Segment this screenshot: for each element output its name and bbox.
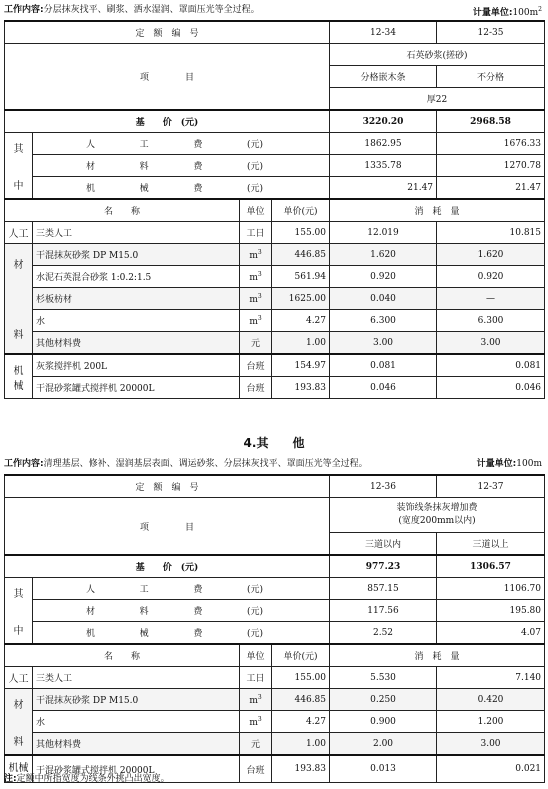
- resource-price: 193.83: [272, 377, 330, 399]
- consumption-value: 7.140: [437, 667, 545, 689]
- labor-side-label: 人工: [5, 222, 33, 244]
- fees-side-label: [5, 133, 33, 200]
- side-char: 材: [13, 699, 24, 711]
- consumption-value: 0.046: [437, 377, 545, 399]
- fee-unit: (元): [246, 607, 263, 617]
- unit-text: m: [249, 717, 258, 728]
- labor-row: [5, 222, 545, 244]
- consumption-value: 0.900: [330, 711, 437, 733]
- work-content-text: 清理基层、修补、湿润基层表面、调运砂浆、分层抹灰找平、罩面压光等全过程。: [43, 459, 368, 469]
- fee-name-char: 机: [86, 184, 96, 194]
- fee-unit: (元): [246, 629, 263, 639]
- consumption-value: 0.081: [330, 354, 437, 377]
- resource-name: 三类人工: [33, 667, 240, 689]
- fee-item: [33, 155, 330, 177]
- fee-name-char: 人: [86, 140, 96, 150]
- section-title: 4.其 他: [243, 436, 305, 450]
- column-header-row: [5, 644, 545, 667]
- fee-value: 195.80: [437, 600, 545, 622]
- sub-header: 分格嵌木条: [330, 66, 437, 88]
- base-price-value: 977.23: [330, 555, 437, 578]
- work-content-label: 工作内容:: [4, 459, 44, 469]
- consumption-value: 0.046: [330, 377, 437, 399]
- fee-name-char: 工: [139, 140, 149, 150]
- fee-name-char: 械: [139, 184, 149, 194]
- material-row: [5, 332, 545, 355]
- unit-sup: 3: [257, 248, 262, 256]
- base-price-value: 2968.58: [437, 110, 545, 133]
- unit-text: m: [249, 695, 258, 706]
- fee-value: 4.07: [437, 622, 545, 645]
- unit-text: m: [249, 316, 258, 327]
- material-row: [5, 310, 545, 332]
- col-price-header: 单价(元): [272, 199, 330, 222]
- work-content-label: 工作内容:: [4, 5, 44, 15]
- base-price-value: 1306.57: [437, 555, 545, 578]
- fee-value: 21.47: [330, 177, 437, 200]
- consumption-value: 5.530: [330, 667, 437, 689]
- fee-unit: (元): [246, 585, 263, 595]
- col-name-header: 名 称: [5, 644, 240, 667]
- machine-row: [5, 377, 545, 399]
- unit-value: 100m: [512, 8, 539, 18]
- sub-header: 三道以内: [330, 533, 437, 556]
- consumption-value: 1.200: [437, 711, 545, 733]
- consumption-value: 0.081: [437, 354, 545, 377]
- resource-unit: 工日: [240, 222, 272, 244]
- quota-code: 12-34: [330, 21, 437, 44]
- quota-number-label: 定 额 编 号: [5, 475, 330, 498]
- consumption-value: 0.040: [330, 288, 437, 310]
- fee-row: [5, 177, 545, 200]
- quota-code: 12-35: [437, 21, 545, 44]
- material-row: [5, 266, 545, 288]
- side-char: 中: [13, 180, 24, 192]
- col-consumption-header: 消 耗 量: [330, 644, 545, 667]
- group-header-row: [5, 498, 545, 533]
- resource-name: 其他材料费: [33, 332, 240, 355]
- fee-name-char: 费: [193, 629, 203, 639]
- fee-name-char: 工: [139, 585, 149, 595]
- note-text: 定额中所指宽度为线条外挑凸出宽度。: [16, 774, 170, 784]
- fee-unit: (元): [246, 184, 263, 194]
- labor-side-label: 人工: [5, 667, 33, 689]
- resource-unit: [240, 266, 272, 288]
- base-price-row: [5, 110, 545, 133]
- material-row: [5, 244, 545, 266]
- quota-number-row: [5, 475, 545, 498]
- resource-unit: [240, 733, 272, 756]
- consumption-value: 0.920: [437, 266, 545, 288]
- material-side-label: [5, 244, 33, 355]
- fee-row: [5, 578, 545, 600]
- group-header-line: 装饰线条抹灰增加费: [396, 503, 478, 513]
- consumption-value: 6.300: [437, 310, 545, 332]
- resource-name: 其他材料费: [33, 733, 240, 756]
- work-content-header-2: [4, 456, 544, 472]
- group-header: 石英砂浆(搓砂): [330, 44, 545, 66]
- col-unit-header: 单位: [240, 644, 272, 667]
- consumption-value: 1.620: [437, 244, 545, 266]
- base-price-label: 基 价 (元): [5, 110, 330, 133]
- fee-name-char: 械: [139, 629, 149, 639]
- unit-label: 计量单位:: [476, 459, 517, 469]
- unit-info: [477, 456, 542, 472]
- footnote: [4, 771, 170, 784]
- resource-name: 杉板枋材: [33, 288, 240, 310]
- labor-row: [5, 667, 545, 689]
- fee-item: [33, 133, 330, 155]
- resource-price: 1.00: [272, 733, 330, 756]
- fee-name-char: 机: [86, 629, 96, 639]
- resource-unit: 台班: [240, 377, 272, 399]
- fee-name-char: 料: [139, 162, 149, 172]
- col-name-header: 名 称: [5, 199, 240, 222]
- fee-name-char: 材: [86, 607, 96, 617]
- unit-sup: 3: [257, 715, 262, 723]
- fee-row: [5, 155, 545, 177]
- unit-sup: 2: [538, 6, 542, 13]
- fee-name-char: 料: [139, 607, 149, 617]
- group-header: [330, 498, 545, 533]
- resource-unit: [240, 288, 272, 310]
- consumption-value: 10.815: [437, 222, 545, 244]
- unit-info: [473, 2, 542, 21]
- quota-code: 12-37: [437, 475, 545, 498]
- machine-row: [5, 354, 545, 377]
- resource-price: 155.00: [272, 222, 330, 244]
- unit-text: m: [249, 294, 258, 305]
- consumption-value: 2.00: [330, 733, 437, 756]
- machine-side-label: [5, 354, 33, 399]
- resource-unit: 台班: [240, 354, 272, 377]
- resource-name: 干混砂浆罐式搅拌机 20000L: [33, 755, 240, 783]
- consumption-value: 0.420: [437, 689, 545, 711]
- consumption-value: 0.920: [330, 266, 437, 288]
- fee-unit: (元): [246, 140, 263, 150]
- resource-price: 1.00: [272, 332, 330, 355]
- consumption-value: 3.00: [437, 332, 545, 355]
- fee-value: 117.56: [330, 600, 437, 622]
- side-char: 其: [13, 143, 24, 155]
- thickness: 厚22: [330, 88, 545, 111]
- resource-price: 446.85: [272, 689, 330, 711]
- sub-header: 不分格: [437, 66, 545, 88]
- fee-item: [33, 177, 330, 200]
- quota-table-1: [4, 20, 545, 399]
- resource-name: 干混抹灰砂浆 DP M15.0: [33, 244, 240, 266]
- unit-sup: 3: [257, 292, 262, 300]
- side-char: 机: [13, 365, 24, 377]
- side-char: 械: [13, 380, 24, 392]
- consumption-value: 1.620: [330, 244, 437, 266]
- unit-text: 元: [250, 740, 260, 750]
- resource-name: 水泥石英混合砂浆 1:0.2:1.5: [33, 266, 240, 288]
- unit-sup: 3: [257, 270, 262, 278]
- fee-name-char: 费: [193, 585, 203, 595]
- unit-value: 100m: [516, 459, 542, 469]
- side-char: 材: [13, 260, 24, 271]
- col-consumption-header: 消 耗 量: [330, 199, 545, 222]
- resource-name: 水: [33, 310, 240, 332]
- resource-name: 干混抹灰砂浆 DP M15.0: [33, 689, 240, 711]
- resource-price: 193.83: [272, 755, 330, 783]
- fee-unit: (元): [246, 162, 263, 172]
- resource-unit: [240, 711, 272, 733]
- consumption-value: —: [437, 288, 545, 310]
- unit-text: m: [249, 250, 258, 261]
- consumption-value: 12.019: [330, 222, 437, 244]
- consumption-value: 3.00: [330, 332, 437, 355]
- unit-text: m: [249, 272, 258, 283]
- sub-header: 三道以上: [437, 533, 545, 556]
- fee-row: [5, 133, 545, 155]
- fee-name-char: 材: [86, 162, 96, 172]
- resource-unit: 工日: [240, 667, 272, 689]
- quota-number-label: 定 额 编 号: [5, 21, 330, 44]
- side-char: 料: [13, 736, 24, 748]
- fee-value: 2.52: [330, 622, 437, 645]
- quota-code: 12-36: [330, 475, 437, 498]
- resource-price: 4.27: [272, 310, 330, 332]
- resource-name: 干混砂浆罐式搅拌机 20000L: [33, 377, 240, 399]
- unit-sup: 3: [257, 693, 262, 701]
- side-char: 中: [13, 625, 24, 637]
- work-content-text: 分层抹灰找平、刷浆、洒水湿润、罩面压光等全过程。: [43, 5, 260, 15]
- resource-unit: [240, 310, 272, 332]
- fee-name-char: 费: [193, 607, 203, 617]
- base-price-label: 基 价 (元): [5, 555, 330, 578]
- fee-value: 1335.78: [330, 155, 437, 177]
- material-row: [5, 288, 545, 310]
- resource-price: 561.94: [272, 266, 330, 288]
- fee-value: 1676.33: [437, 133, 545, 155]
- unit-text: 元: [250, 339, 260, 349]
- fee-row: [5, 600, 545, 622]
- unit-sup: 3: [257, 314, 262, 322]
- resource-name: 水: [33, 711, 240, 733]
- material-row: [5, 733, 545, 756]
- machine-side-label: 机械: [5, 755, 33, 783]
- fee-value: 1862.95: [330, 133, 437, 155]
- side-char: 其: [13, 588, 24, 600]
- fee-name-char: 费: [193, 140, 203, 150]
- item-label: 项 目: [5, 44, 330, 111]
- material-side-label: [5, 689, 33, 756]
- group-header-row: [5, 44, 545, 66]
- resource-price: 154.97: [272, 354, 330, 377]
- resource-unit: [240, 689, 272, 711]
- unit-label: 计量单位:: [472, 8, 513, 18]
- resource-price: 4.27: [272, 711, 330, 733]
- col-price-header: 单价(元): [272, 644, 330, 667]
- fee-row: [5, 622, 545, 645]
- consumption-value: 3.00: [437, 733, 545, 756]
- fee-value: 1106.70: [437, 578, 545, 600]
- fee-name-char: 费: [193, 162, 203, 172]
- fees-side-label: [5, 578, 33, 645]
- material-row: [5, 711, 545, 733]
- base-price-value: 3220.20: [330, 110, 437, 133]
- resource-unit: [240, 332, 272, 355]
- fee-value: 857.15: [330, 578, 437, 600]
- fee-value: 1270.78: [437, 155, 545, 177]
- col-unit-header: 单位: [240, 199, 272, 222]
- fee-name-char: 人: [86, 585, 96, 595]
- resource-name: 三类人工: [33, 222, 240, 244]
- resource-unit: 台班: [240, 755, 272, 783]
- group-header-line: (宽度200mm以内): [398, 516, 476, 526]
- resource-price: 1625.00: [272, 288, 330, 310]
- resource-name: 灰浆搅拌机 200L: [33, 354, 240, 377]
- material-row: [5, 689, 545, 711]
- fee-value: 21.47: [437, 177, 545, 200]
- fee-name-char: 费: [193, 184, 203, 194]
- consumption-value: 6.300: [330, 310, 437, 332]
- quota-table-2: [4, 474, 545, 783]
- resource-unit: [240, 244, 272, 266]
- note-label: 注:: [4, 774, 17, 784]
- quota-number-row: [5, 21, 545, 44]
- base-price-row: [5, 555, 545, 578]
- column-header-row: [5, 199, 545, 222]
- fee-item: [33, 600, 330, 622]
- consumption-value: 0.021: [437, 755, 545, 783]
- resource-price: 155.00: [272, 667, 330, 689]
- consumption-value: 0.013: [330, 755, 437, 783]
- resource-price: 446.85: [272, 244, 330, 266]
- fee-item: [33, 578, 330, 600]
- item-label: 项 目: [5, 498, 330, 556]
- fee-item: [33, 622, 330, 645]
- side-char: 料: [13, 330, 24, 341]
- consumption-value: 0.250: [330, 689, 437, 711]
- work-content-header-1: [4, 2, 544, 18]
